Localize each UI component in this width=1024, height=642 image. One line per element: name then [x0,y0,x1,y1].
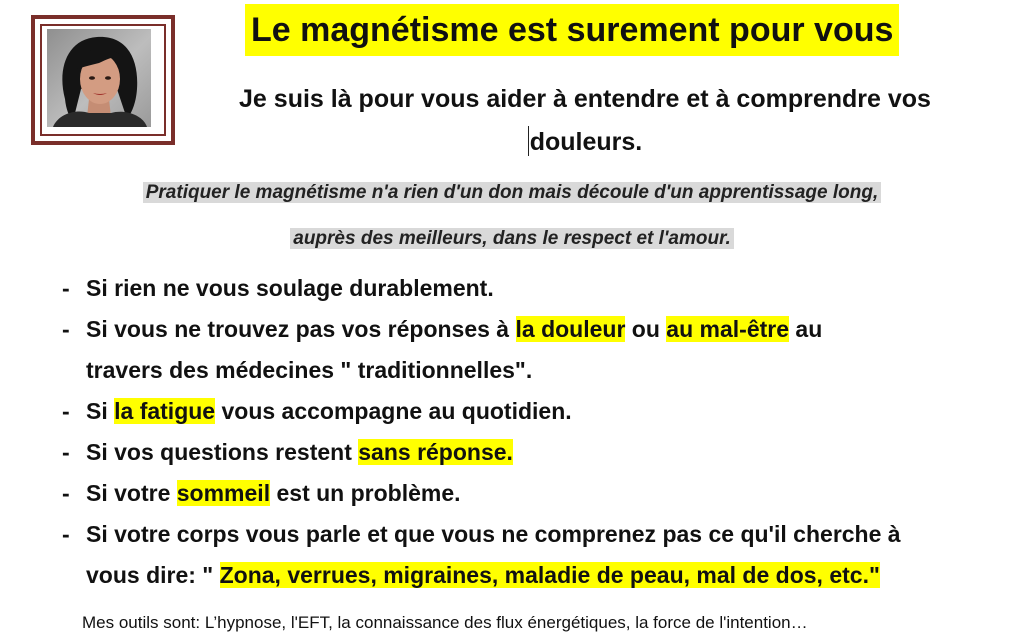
highlight-douleur: la douleur [515,316,626,342]
quote-line-1 [0,180,1024,206]
list-item-continuation [62,350,992,391]
list-item-text: travers des médecines " traditionnelles". [86,357,533,383]
highlight-sans-reponse: sans réponse. [358,439,513,465]
highlight-mal-etre: au mal-être [666,316,790,342]
list-dash: - [62,521,70,547]
title-highlight [245,4,899,56]
list-dash: - [62,316,70,342]
tools-footer: Mes outils sont: L’hypnose, l'EFT, la connaissance des flux énergétiques, la force de l'intention… [82,613,808,632]
subtitle-line-1: Je suis là pour vous aider à entendre et à comprendre vos [239,85,931,113]
portrait-icon [47,29,151,127]
symptom-list [62,268,992,596]
list-dash: - [62,275,70,301]
list-item [62,391,992,432]
list-item [62,432,992,473]
list-item-text: est un problème. [270,480,461,506]
highlight-sommeil: sommeil [176,480,271,506]
portrait-frame [31,15,175,145]
subtitle-line-2-text: douleurs. [529,128,643,156]
list-item [62,473,992,514]
list-item-text: Si votre [86,480,177,506]
list-item [62,514,992,555]
list-item-text: Si vous ne trouvez pas vos réponses à [86,316,516,342]
list-dash: - [62,439,70,465]
subtitle-line-2 [180,121,990,164]
list-item [62,268,992,309]
quote-line-2 [0,226,1024,252]
subtitle [180,78,990,164]
list-dash: - [62,480,70,506]
list-item-continuation [62,555,992,596]
list-item-text: ou [625,316,667,342]
text-caret [528,126,529,156]
list-dash: - [62,398,70,424]
list-item [62,309,992,350]
quote-text-2: auprès des meilleurs, dans le respect et l'amour. [290,228,733,249]
highlight-symptoms: Zona, verrues, migraines, maladie de peau, mal de dos, etc." [219,562,880,588]
list-item-text: vous dire: " [86,562,220,588]
list-item-text: Si vos questions restent [86,439,359,465]
portrait-photo [47,29,151,127]
list-item-text: Si votre corps vous parle et que vous ne comprenez pas ce qu'il cherche à [86,521,901,547]
list-item-text: vous accompagne au quotidien. [215,398,572,424]
page-title: Le magnétisme est surement pour vous [251,11,894,49]
list-item-text: au [789,316,823,342]
quote-text-1: Pratiquer le magnétisme n'a rien d'un don mais découle d'un apprentissage long, [143,182,882,203]
list-item-text: Si rien ne vous soulage durablement. [86,275,494,301]
highlight-fatigue: la fatigue [114,398,216,424]
list-item-text: Si [86,398,115,424]
